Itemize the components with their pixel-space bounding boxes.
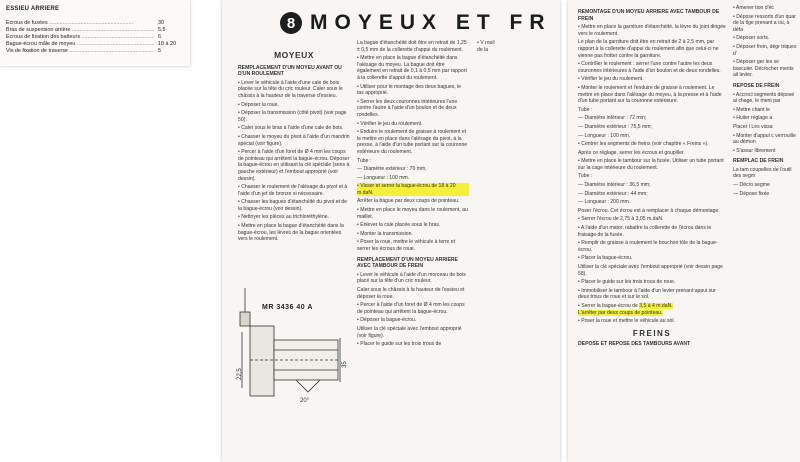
- subsection-heading: REMPLAC DE FREIN: [733, 158, 784, 165]
- subsection-heading: DEPOSE ET REPOSE DES TAMBOURS AVANT: [578, 341, 691, 348]
- paragraph: — Diamètre extérieur : 75,5 mm;: [578, 123, 652, 130]
- subsection-heading: REMPLACEMENT D'UN MOYEU AVANT OU D'UN ROULEMENT: [238, 64, 342, 78]
- paragraph: • Placer la bague-écrou.: [578, 255, 633, 262]
- chapter-header: [280, 10, 560, 36]
- paragraph: • Enduire le roulement de graisse à roulement et le mettre en place dans l'alésage du pivot, à la presse, à l'aide d'un tube portant sur la couronne extérieure du roulement.: [357, 129, 468, 155]
- column-1: [238, 46, 350, 245]
- paragraph: • Déposer la roue.: [238, 101, 279, 108]
- paragraph: • Déposer frein, dégr triques d': [733, 43, 797, 57]
- paragraph: • Mettre en place la garniture d'étanchéité, la lèvre du joint dirigée vers le roulement.: [578, 24, 726, 37]
- paragraph: • Chasser le moyeu du pivot à l'aide d'un mandrin spécial (voir figure).: [238, 133, 350, 147]
- paragraph: • Mettre en place le moyeu dans le roulement, au maillet.: [357, 207, 468, 220]
- row-value: 30: [158, 20, 164, 26]
- torque-table: [6, 20, 184, 55]
- paragraph: Utiliser la clé spéciale avec l'embout approprié (voir figure).: [357, 325, 462, 339]
- subsection-heading: REMPLACEMENT D'UN MOYEU ARRIERE AVEC TAMBOUR DE FREIN: [357, 256, 458, 270]
- dim-left: 22,5: [237, 368, 243, 380]
- paragraph: — Décro segme: [733, 182, 770, 189]
- page-moyeux: [222, 0, 560, 462]
- paragraph: • Contrôler le roulement : serrer l'une contre l'autre les deux couronnes intérieures à l'aide d'un boulon et de deux rondelles.: [578, 61, 721, 74]
- paragraph: • Remplir de graisse à roulement le bouchon tôle de la bague-écrou.: [578, 240, 718, 253]
- paragraph: • Monter d'appui c verrouille au démon: [733, 132, 796, 146]
- paragraph: • Serrer les deux couronnes intérieures l'une contre l'autre à l'aide d'un boulon et de deux rondelles.: [357, 98, 458, 118]
- paragraph: Tube :: [578, 106, 593, 113]
- paragraph: • Vérifier le jeu du roulement.: [578, 76, 644, 83]
- paragraph: • Accrocl segments déposé al chage, le ment par: [733, 91, 795, 105]
- paragraph: • Lever le véhicule à l'aide d'un morceau de bois placé sur la tête d'un cric rouleur.: [357, 271, 466, 285]
- paragraph: — Longueur : 200 mm.: [578, 199, 631, 206]
- paragraph: • Placer le guide sur les trois trous de: [357, 341, 442, 348]
- paragraph: • Déposer la transmission (côté pivot) (voir page 50).: [238, 110, 347, 123]
- chapter-title: MOYEUX ET FR: [310, 11, 552, 34]
- row-label: Ecrous de fusées .....: [6, 20, 154, 27]
- column-left: [578, 5, 726, 350]
- highlighted-torque-note: L'arrêter par deux coups de pointeau.: [578, 309, 663, 316]
- paragraph: • Poser la roue, mettre le véhicule à terre et serrer les écrous de roue.: [357, 239, 456, 253]
- table-row: [6, 34, 184, 41]
- diagram-label: MR 3436 40 A: [262, 304, 313, 311]
- paragraph: • Serrer l'écrou de 2,75 à 3,05 m.daN.: [578, 216, 664, 223]
- torque-paragraph: [578, 303, 726, 316]
- paragraph: • Placer le guide sur les trois trous de roue.: [578, 279, 676, 286]
- row-label: Bague-écrou mâle de moyeu .....: [6, 41, 154, 48]
- paragraph: La bague d'étanchéité doit être en retrait de 1,25 ± 0,5 mm de la collerette d'appui du roulement.: [357, 40, 467, 53]
- paragraph: • Mettre en place le tambour sur la fusée. Utiliser un tube portant sur la cage intérieure du roulement.: [578, 158, 724, 171]
- row-label: Vis de fixation de traverse .....: [6, 48, 154, 55]
- paragraph: • Enlever la cale placée sous le bras.: [357, 222, 441, 229]
- paragraph: • Vérifier le jeu du roulement.: [357, 120, 423, 127]
- paragraph: Le plan de la garniture doit être en retrait de 2 à 2,5 mm, par rapport à la collerette d'appui du roulement afin que celui-ci ne vienne pas frotter contre la garniture.: [578, 39, 719, 59]
- paragraph: — Longueur : 100 mm.: [357, 174, 410, 181]
- row-label: Bras de suspension arrière .....: [6, 27, 154, 34]
- paragraph: • Mettre chant le: [733, 106, 770, 113]
- paragraph: • Immobiliser le tambour à l'aide d'un levier prenant appui sur deux trous de roue et sur le sol.: [578, 287, 716, 301]
- paragraph: • Monter la transmission.: [357, 230, 413, 237]
- paragraph: • Nettoyer les pièces au trichloréthylène.: [238, 214, 329, 221]
- tool-diagram: [236, 288, 348, 462]
- paragraph: — Diamètre intérieur : 72 mm;: [578, 115, 647, 122]
- paragraph: — Diamètre intérieur : 36,5 mm;: [578, 182, 651, 189]
- paragraph: Arrêter la bague par deux coups de pointeau.: [357, 198, 460, 205]
- row-value: 5,5: [158, 27, 166, 33]
- paragraph: • Percer à l'aide d'un foret de Ø 4 mm les coups de pointeau qui arrêtent la bague-écrou.: [357, 302, 465, 315]
- row-value: 18 à 20: [158, 41, 176, 47]
- paragraph: • Mettre en place la bague d'étanchéité dans la bague-écrou, les lèvres de la bague orientées vers le roulement.: [238, 223, 344, 243]
- subsection-heading: REPOSE DE FREIN: [733, 82, 780, 89]
- page-remontage: [568, 0, 800, 462]
- paragraph: — Dépose fixée: [733, 190, 770, 197]
- paragraph: Utiliser la clé spéciale avec l'embout approprié (voir dessin page 58).: [578, 264, 723, 277]
- column-2: [357, 40, 469, 350]
- column-right-cut: [733, 5, 799, 199]
- paragraph: • Huiler réglage a: [733, 115, 773, 122]
- paragraph: — Diamètre extérieur : 44 mm;: [578, 190, 648, 197]
- row-label: Ecrous de fixation des batteurs .....: [6, 34, 154, 41]
- table-row: [6, 20, 184, 27]
- paragraph: • V rouil de la: [477, 40, 495, 53]
- table-row: [6, 48, 184, 55]
- paragraph: • Amener tion d'éc: [733, 5, 774, 11]
- paragraph: — Longueur : 100 mm.: [578, 132, 631, 139]
- paragraph: Poser l'écrou. Cet écrou est à remplacer à chaque démontage.: [578, 207, 720, 214]
- table-row: [6, 41, 184, 48]
- chapter-number-badge: 8: [280, 12, 302, 34]
- highlighted-torque-spec: 3,5 à 4 m.daN.: [639, 302, 673, 309]
- paragraph: — Diamètre extérieur : 70 mm,: [357, 166, 427, 173]
- paragraph: Caler sous le châssis à la hauteur de l'essieu et déposer la roue.: [357, 287, 465, 300]
- paragraph: • Percer à l'aide d'un foret de Ø 4 mm les coups de pointeau qui arrêtent la bague-écrou. Déposer la bague-écrou en utilisant la clé spéciale (sens à gauche extérieur) et l'embout approprié (voir dessin).: [238, 149, 350, 182]
- paragraph: • Déposer ger les se basculer. Décrocher ments ail levier.: [733, 59, 794, 79]
- paragraph: Tube :: [578, 173, 593, 180]
- paragraph: • Lever le véhicule à l'aide d'une cale de bois placée sur la tête du cric rouleur. Caler sous le châssis à la hauteur de la traverse d'essieu.: [238, 79, 343, 99]
- paragraph: La tam coupelles de l'outil des segm: [733, 166, 792, 180]
- paragraph: • S'assur librement: [733, 147, 776, 154]
- paragraph: • Poser la roue et mettre le véhicule au sol.: [578, 318, 675, 325]
- subsection-heading: REMONTAGE D'UN MOYEU ARRIERE AVEC TAMBOUR DE FREIN: [578, 9, 720, 22]
- paragraph: • Caler sous le bras à l'aide d'une cale de bois.: [238, 125, 344, 132]
- paragraph: • Chasser les bagues d'étanchéité du pivot et de la bague-écrou (voir dessin).: [238, 199, 347, 212]
- section-title-freins: FREINS: [632, 328, 672, 338]
- column-3-cut: [477, 40, 501, 55]
- paragraph: • Dépose ressorts d'un quar de la tige prenant a ou, à défa: [733, 13, 796, 33]
- table-row: [6, 27, 184, 34]
- row-value: 5: [158, 48, 161, 54]
- page-essieu-arriere: [0, 0, 190, 66]
- paragraph: • Utiliser pour le montage des deux bagues, le tas approprié.: [357, 83, 462, 97]
- paragraph: • Chasser le roulement de l'alésage du pivot et à l'aide d'un jet de bronze si nécessaire.: [238, 184, 348, 197]
- paragraph: • Déposer la bague-écrou.: [357, 317, 417, 324]
- page1-title: ESSIEU ARRIERE: [6, 6, 60, 12]
- paragraph: • Centrer les segments de freins (voir chapitre « Freins »).: [578, 141, 709, 148]
- paragraph: • Déposer sorts.: [733, 35, 770, 42]
- paragraph: Tube :: [357, 157, 372, 164]
- section-title: MOYEUX: [274, 50, 314, 60]
- row-value: 6: [158, 34, 161, 40]
- paragraph: Placer l Les vissa: [733, 123, 773, 130]
- paragraph: • Mettre en place la bague d'étanchéité dans l'alésage du moyeu. La bague doit être également en retrait de 0,1 à 0,5 mm par rapport à la collerette d'appui du roulement.: [357, 55, 467, 81]
- paragraph: • A l'aide d'un mator, rabattre la collerette de l'écrou dans le fraisage de la fusée.: [578, 225, 712, 238]
- paragraph: • Monter le roulement et l'enduire de graisse à roulement. Le mettre en place dans l'alésage du moyeu, à la presse et à l'aide d'un tube portant sur la couronne extérieure.: [578, 84, 722, 105]
- torque-prefix: • Serrer la bague-écrou de: [578, 302, 640, 309]
- highlighted-torque-spec: • Visser et serrer la bague-écrou de 18 à 20 m.daN.: [357, 183, 469, 196]
- dim-right: 35: [342, 361, 348, 368]
- paragraph: Après ce réglage, serrer les écrous et goupiller.: [578, 149, 685, 156]
- dim-angle: 20°: [300, 398, 310, 404]
